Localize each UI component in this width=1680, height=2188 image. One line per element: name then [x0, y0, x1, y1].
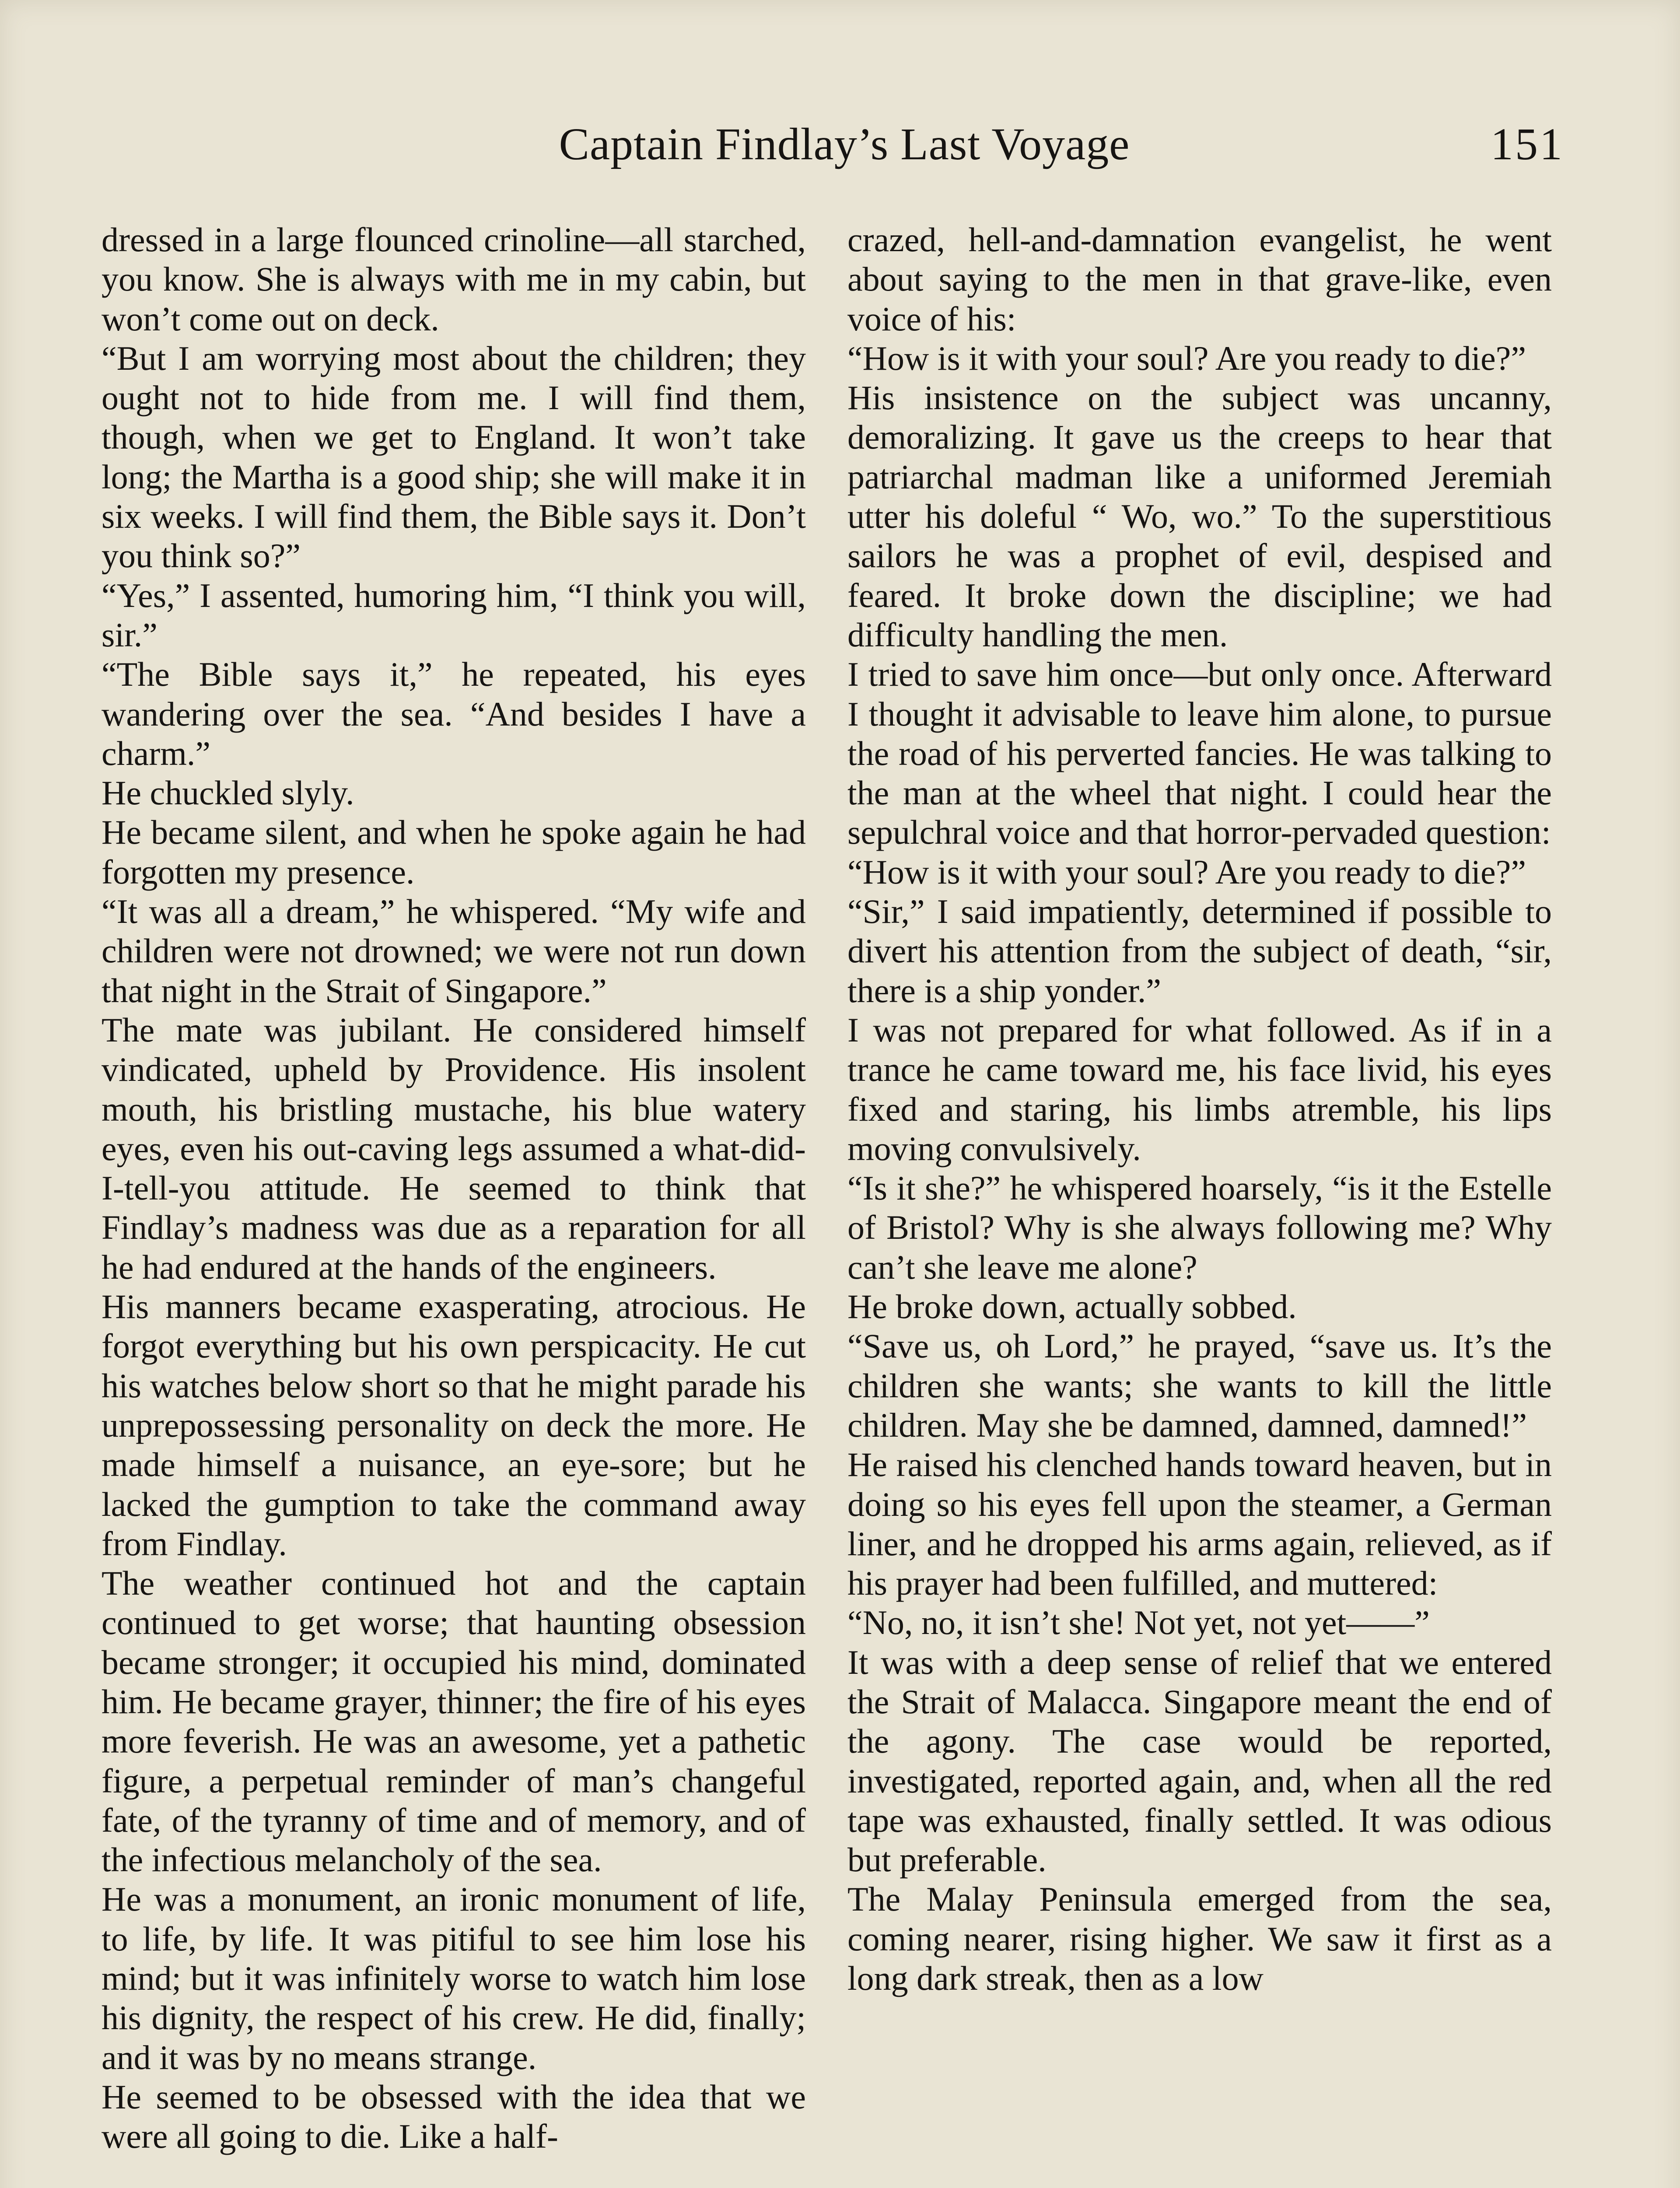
paragraph: “But I am worrying most about the children; they ought not to hide from me. I will find them, though, when we get to England. It won’t take long; the Martha is a good ship; she will make it in six weeks. I will find them, the Bible says it. Don’t you think so?”: [102, 339, 806, 575]
paragraph: crazed, hell-and-damnation evangelist, he went about saying to the men in that grave-like, even voice of his:: [847, 221, 1552, 338]
page-number: 151: [1491, 119, 1564, 169]
paragraph: “Yes,” I assented, humoring him, “I think you will, sir.”: [102, 576, 806, 654]
paragraph: The weather continued hot and the captain continued to get worse; that haunting obsession became stronger; it occupied his mind, dominated him. He became grayer, thinner; the fire of his eyes more feverish. He was an awesome, yet a pathetic figure, a perpetual reminder of man’s changeful fate, of the tyranny of time and of memory, and of the infectious melancholy of the sea.: [102, 1564, 806, 1879]
paragraph: The mate was jubilant. He considered himself vindicated, upheld by Providence. His insolent mouth, his bristling mustache, his blue watery eyes, even his out-caving legs assumed a what-did-I-tell-you attitude. He seemed to think that Findlay’s madness was due as a reparation for all he had endured at the hands of the engineers.: [102, 1010, 806, 1286]
paragraph: His manners became exasperating, atrocious. He forgot everything but his own perspicacity. He cut his watches below short so that he might parade his unprepossessing personality on deck the more. He made himself a nuisance, an eye-sore; but he lacked the gumption to take the command away from Findlay.: [102, 1287, 806, 1563]
paragraph: “Save us, oh Lord,” he prayed, “save us. It’s the children she wants; she wants to kill the little children. May she be damned, damned, damned!”: [847, 1327, 1552, 1444]
paragraph: “It was all a dream,” he whispered. “My wife and children were not drowned; we were not run down that night in the Strait of Singapore.”: [102, 892, 806, 1010]
paragraph: dressed in a large flounced crinoline—all starched, you know. She is always with me in my cabin, but won’t come out on deck.: [102, 221, 806, 338]
paragraph: I tried to save him once—but only once. Afterward I thought it advisable to leave him alone, to pursue the road of his perverted fancies. He was talking to the man at the wheel that night. I could hear the sepulchral voice and that horror-pervaded question:: [847, 655, 1552, 852]
paragraph: He chuckled slyly.: [102, 774, 354, 812]
paragraph: He broke down, actually sobbed.: [847, 1287, 1297, 1326]
paragraph: I was not prepared for what followed. As if in a trance he came toward me, his face livid, his eyes fixed and staring, his limbs atremble, his lips moving convulsively.: [847, 1010, 1552, 1168]
paragraph: “The Bible says it,” he repeated, his eyes wandering over the sea. “And besides I have a charm.”: [102, 655, 806, 772]
paragraph: “How is it with your soul? Are you ready to die?”: [847, 852, 1526, 891]
running-head-title: Captain Findlay’s Last Voyage: [559, 119, 1130, 169]
text-column-left: [102, 220, 806, 2156]
text-column-right: [847, 220, 1552, 1998]
paragraph: “Is it she?” he whispered hoarsely, “is it the Estelle of Bristol? Why is she always following me? Why can’t she leave me alone?: [847, 1169, 1552, 1286]
paragraph: “How is it with your soul? Are you ready to die?”: [847, 339, 1526, 377]
paragraph: His insistence on the subject was uncanny, demoralizing. It gave us the creeps to hear that patriarchal madman like a uniformed Jeremiah utter his doleful “ Wo, wo.” To the superstitious sailors he was a prophet of evil, despised and feared. It broke down the discipline; we had difficulty handling the men.: [847, 379, 1552, 654]
paragraph: He became silent, and when he spoke again he had forgotten my presence.: [102, 813, 806, 891]
paragraph: “Sir,” I said impatiently, determined if possible to divert his attention from the subject of death, “sir, there is a ship yonder.”: [847, 892, 1552, 1010]
paragraph: It was with a deep sense of relief that we entered the Strait of Malacca. Singapore meant the end of the agony. The case would be reported, investigated, reported again, and, when all the red tape was exhausted, finally settled. It was odious but preferable.: [847, 1643, 1552, 1879]
paragraph: “No, no, it isn’t she! Not yet, not yet——”: [847, 1603, 1430, 1642]
paragraph: He raised his clenched hands toward heaven, but in doing so his eyes fell upon the steamer, a German liner, and he dropped his arms again, relieved, as if his prayer had been fulfilled, and muttered:: [847, 1445, 1552, 1602]
paragraph: The Malay Peninsula emerged from the sea, coming nearer, rising higher. We saw it first as a long dark streak, then as a low: [847, 1880, 1552, 1998]
paragraph: He seemed to be obsessed with the idea that we were all going to die. Like a half-: [102, 2077, 806, 2156]
paragraph: He was a monument, an ironic monument of life, to life, by life. It was pitiful to see him lose his mind; but it was infinitely worse to watch him lose his dignity, the respect of his crew. He did, finally; and it was by no means strange.: [102, 1880, 806, 2076]
